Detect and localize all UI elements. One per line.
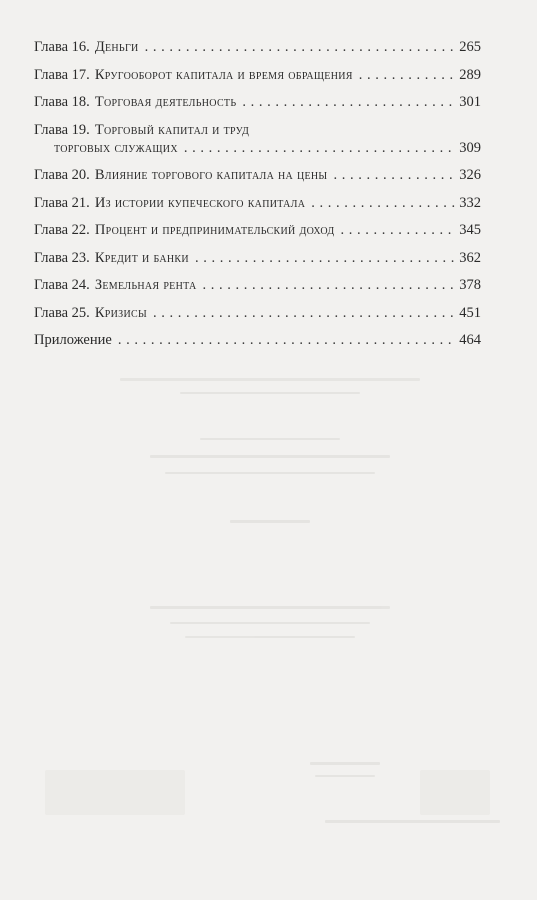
- chapter-title: Влияние торгового капитала на цены: [94, 167, 328, 183]
- toc-line: [34, 249, 481, 267]
- toc-entry-19: [34, 121, 481, 157]
- toc-line: [34, 166, 481, 184]
- toc-entry-24: [34, 276, 481, 294]
- dot-leader: [118, 331, 456, 349]
- toc-entry-18: [34, 93, 481, 111]
- chapter-title: Кругооборот капитала и время обращения: [94, 66, 353, 83]
- dot-leader: [184, 139, 456, 157]
- chapter-number: Глава 24.: [34, 277, 90, 293]
- appendix-title: Приложение: [34, 332, 112, 348]
- dot-leader: [203, 276, 457, 294]
- page-number: 332: [459, 194, 481, 211]
- chapter-title: Торговая деятельность: [94, 94, 237, 110]
- toc-entry-17: [34, 66, 481, 84]
- toc-line-continuation: [34, 139, 481, 157]
- chapter-number: Глава 19.: [34, 121, 90, 138]
- chapter-title: Деньги: [94, 39, 139, 55]
- chapter-title-continuation: торговых служащих: [54, 139, 178, 156]
- toc-line: [34, 194, 481, 212]
- toc-entry-21: [34, 194, 481, 212]
- chapter-title: Торговый капитал и труд: [94, 121, 250, 138]
- dot-leader: [153, 304, 456, 322]
- dot-leader: [242, 93, 456, 111]
- page-number: 301: [459, 94, 481, 110]
- page-number: 265: [459, 39, 481, 55]
- page-number: 451: [459, 304, 481, 321]
- chapter-title: Кризисы: [94, 304, 147, 321]
- toc-entry-25: [34, 304, 481, 322]
- toc-line: [34, 66, 481, 84]
- page-number: 326: [459, 167, 481, 183]
- page-number: 362: [459, 249, 481, 266]
- chapter-title: Из истории купеческого капитала: [94, 194, 306, 211]
- page-number: 345: [459, 222, 481, 238]
- dot-leader: [195, 249, 456, 267]
- toc-line: [34, 121, 481, 139]
- toc-line: [34, 304, 481, 322]
- toc-entry-16: [34, 38, 481, 56]
- dot-leader: [341, 221, 457, 239]
- toc-line: [34, 93, 481, 111]
- toc-entry-22: [34, 221, 481, 239]
- chapter-title: Процент и предпринимательский доход: [94, 222, 335, 238]
- dot-leader: [333, 166, 456, 184]
- chapter-title: Земельная рента: [94, 277, 197, 293]
- toc-line: [34, 221, 481, 239]
- page-number: 378: [459, 277, 481, 293]
- chapter-number: Глава 18.: [34, 94, 90, 110]
- chapter-number: Глава 20.: [34, 167, 90, 183]
- toc-line: [34, 331, 481, 349]
- chapter-number: Глава 25.: [34, 304, 90, 321]
- table-of-contents: [34, 38, 481, 349]
- chapter-title: Кредит и банки: [94, 249, 189, 266]
- toc-entry-20: [34, 166, 481, 184]
- toc-line: [34, 38, 481, 56]
- chapter-number: Глава 21.: [34, 194, 90, 211]
- toc-entry-appendix: [34, 331, 481, 349]
- page-number: 309: [459, 139, 481, 156]
- page-number: 289: [459, 66, 481, 83]
- dot-leader: [311, 194, 456, 212]
- chapter-number: Глава 17.: [34, 66, 90, 83]
- chapter-number: Глава 22.: [34, 222, 90, 238]
- dot-leader: [359, 66, 457, 84]
- toc-entry-23: [34, 249, 481, 267]
- toc-line: [34, 276, 481, 294]
- chapter-number: Глава 23.: [34, 249, 90, 266]
- chapter-number: Глава 16.: [34, 39, 90, 55]
- dot-leader: [145, 38, 457, 56]
- page-number: 464: [459, 332, 481, 348]
